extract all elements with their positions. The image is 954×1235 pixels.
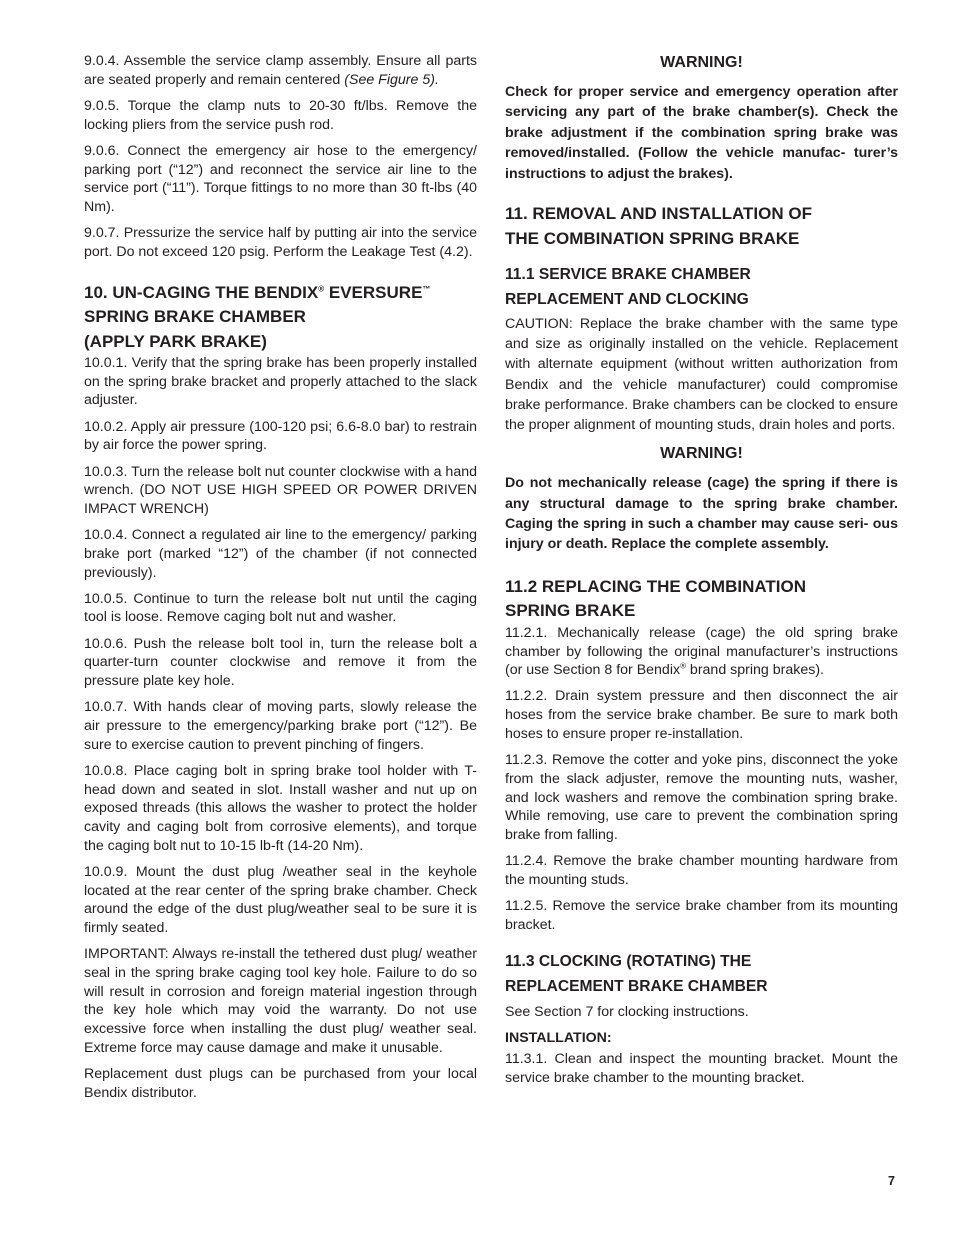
- step-11-2-4: 11.2.4. Remove the brake chamber mounting hardware from the mounting studs.: [505, 853, 898, 888]
- section-11-3-heading: 11.3 CLOCKING (ROTATING) THE REPLACEMENT BRAKE CHAMBER: [505, 953, 768, 995]
- warning-text-2: Do not mechanically release (cage) the spring if there is any structural damage to the spring brake chamber. Caging the spring in such a chamber may cause seri- ous injury or death. Replace the complete assembly.: [505, 475, 898, 553]
- step-10-0-1: 10.0.1. Verify that the spring brake has been properly installed on the spring brake bracket and properly attached to the slack adjuster.: [84, 355, 477, 409]
- step-11-2-1: 11.2.1. Mechanically release (cage) the old spring brake chamber by following the original manufacturer’s instructions (or use Section 8 for Bendix® brand spring brakes).: [505, 624, 898, 679]
- warning-text-1: Check for proper service and emergency operation after servicing any part of the brake chamber(s). Check the brake adjustment if the combination spring brake was removed/installed. (Follow the vehicle manufac- turer’s instructions to adjust the brakes).: [505, 84, 898, 182]
- step-10-0-5: 10.0.5. Continue to turn the release bolt nut until the caging tool is loose. Remove caging bolt nut and washer.: [84, 590, 477, 626]
- step-10-0-4: 10.0.4. Connect a regulated air line to the emergency/ parking brake port (marked “12”) of the chamber (if not connected previously).: [84, 527, 477, 581]
- step-10-0-8: 10.0.8. Place caging bolt in spring brake tool holder with T-head down and seated in slot. Install washer and nut up on exposed threads (this allows the washer to protect the holder cavity and caging bolt from corrosive elements), and torque the caging bolt nut to 10-15 lb-ft (14-20 Nm).: [84, 762, 477, 854]
- step-10-0-3: 10.0.3. Turn the release bolt nut counter clockwise with a hand wrench. (DO NOT USE HIGH SPEED OR POWER DRIVEN IMPACT WRENCH): [84, 463, 477, 517]
- step-11-2-3: 11.2.3. Remove the cotter and yoke pins, disconnect the yoke from the slack adjuster, remove the mounting nuts, washer, and lock washers and remove the combination spring brake. While removing, use care to prevent the combination spring brake from falling.: [505, 752, 898, 843]
- warning-title-2: WARNING!: [660, 445, 743, 463]
- right-column: [505, 52, 898, 1095]
- step-9-0-6: 9.0.6. Connect the emergency air hose to the emergency/ parking port (“12”) and reconnect the service air line to the service port (“11”). Torque fittings to no more than 30 ft-lbs (40 Nm).: [84, 142, 477, 215]
- left-column: [84, 52, 477, 1110]
- step-11-3-1: 11.3.1. Clean and inspect the mounting bracket. Mount the service brake chamber to the mounting bracket.: [505, 1051, 898, 1086]
- section-11-heading: 11. REMOVAL AND INSTALLATION OF THE COMBINATION SPRING BRAKE: [505, 204, 812, 248]
- step-10-0-2: 10.0.2. Apply air pressure (100-120 psi; 6.6-8.0 bar) to restrain by air force the power spring.: [84, 418, 477, 454]
- step-9-0-5: 9.0.5. Torque the clamp nuts to 20-30 ft/lbs. Remove the locking pliers from the service push rod.: [84, 97, 477, 133]
- step-10-0-7: 10.0.7. With hands clear of moving parts, slowly release the air pressure to the emergency/parking brake port (“12”). Be sure to exercise caution to prevent pinching of fingers.: [84, 699, 477, 753]
- caution-text: CAUTION: Replace the brake chamber with the same type and size as originally installed on the vehicle. Replacement with alternate equipment (without written authorization from Bendix and the vehicle manufacturer) could compromise brake performance. Brake chambers can be clocked to ensure the proper alignment of mounting studs, drain holes and ports.: [505, 316, 898, 434]
- step-11-2-5: 11.2.5. Remove the service brake chamber from its mounting bracket.: [505, 898, 898, 933]
- see-section-text: See Section 7 for clocking instructions.: [505, 1004, 749, 1021]
- important-note: IMPORTANT: Always re-install the tethered dust plug/ weather seal in the spring brake caging tool key hole. Failure to do so will result in corrosion and foreign material ingestion through the key hole which may void the warranty. Do not use excessive force when installing the dust plug/ weather seal. Extreme force may cause damage and make it unusable.: [84, 946, 477, 1056]
- warning-title-1: WARNING!: [660, 54, 743, 71]
- step-10-0-6: 10.0.6. Push the release bolt tool in, turn the release bolt a quarter-turn counter clockwise and remove it from the pressure plate key hole.: [84, 635, 477, 690]
- step-9-0-4: 9.0.4. Assemble the service clamp assembly. Ensure all parts are seated properly and remain centered (See Figure 5).: [84, 53, 477, 88]
- section-11-2-heading: 11.2 REPLACING THE COMBINATION SPRING BRAKE: [505, 576, 806, 621]
- step-10-0-9: 10.0.9. Mount the dust plug /weather seal in the keyhole located at the rear center of the spring brake chamber. Check around the edge of the dust plug/weather seal to be sure it is firmly seated.: [84, 863, 477, 937]
- page-number: 7: [888, 1174, 895, 1188]
- section-11-1-heading: 11.1 SERVICE BRAKE CHAMBER REPLACEMENT AND CLOCKING: [505, 266, 751, 308]
- figure-reference: (See Figure 5).: [344, 71, 439, 88]
- step-9-0-7: 9.0.7. Pressurize the service half by putting air into the service port. Do not exceed 120 psig. Perform the Leakage Test (4.2).: [84, 225, 477, 260]
- replacement-note: Replacement dust plugs can be purchased from your local Bendix distributor.: [84, 1065, 477, 1101]
- section-10-heading: 10. UN-CAGING THE BENDIX® EVERSURE™ SPRING BRAKE CHAMBER (APPLY PARK BRAKE): [84, 282, 431, 351]
- step-11-2-2: 11.2.2. Drain system pressure and then disconnect the air hoses from the service brake chamber. Be sure to mark both hoses to ensure proper re-installation.: [505, 688, 898, 742]
- installation-heading: INSTALLATION:: [505, 1030, 612, 1047]
